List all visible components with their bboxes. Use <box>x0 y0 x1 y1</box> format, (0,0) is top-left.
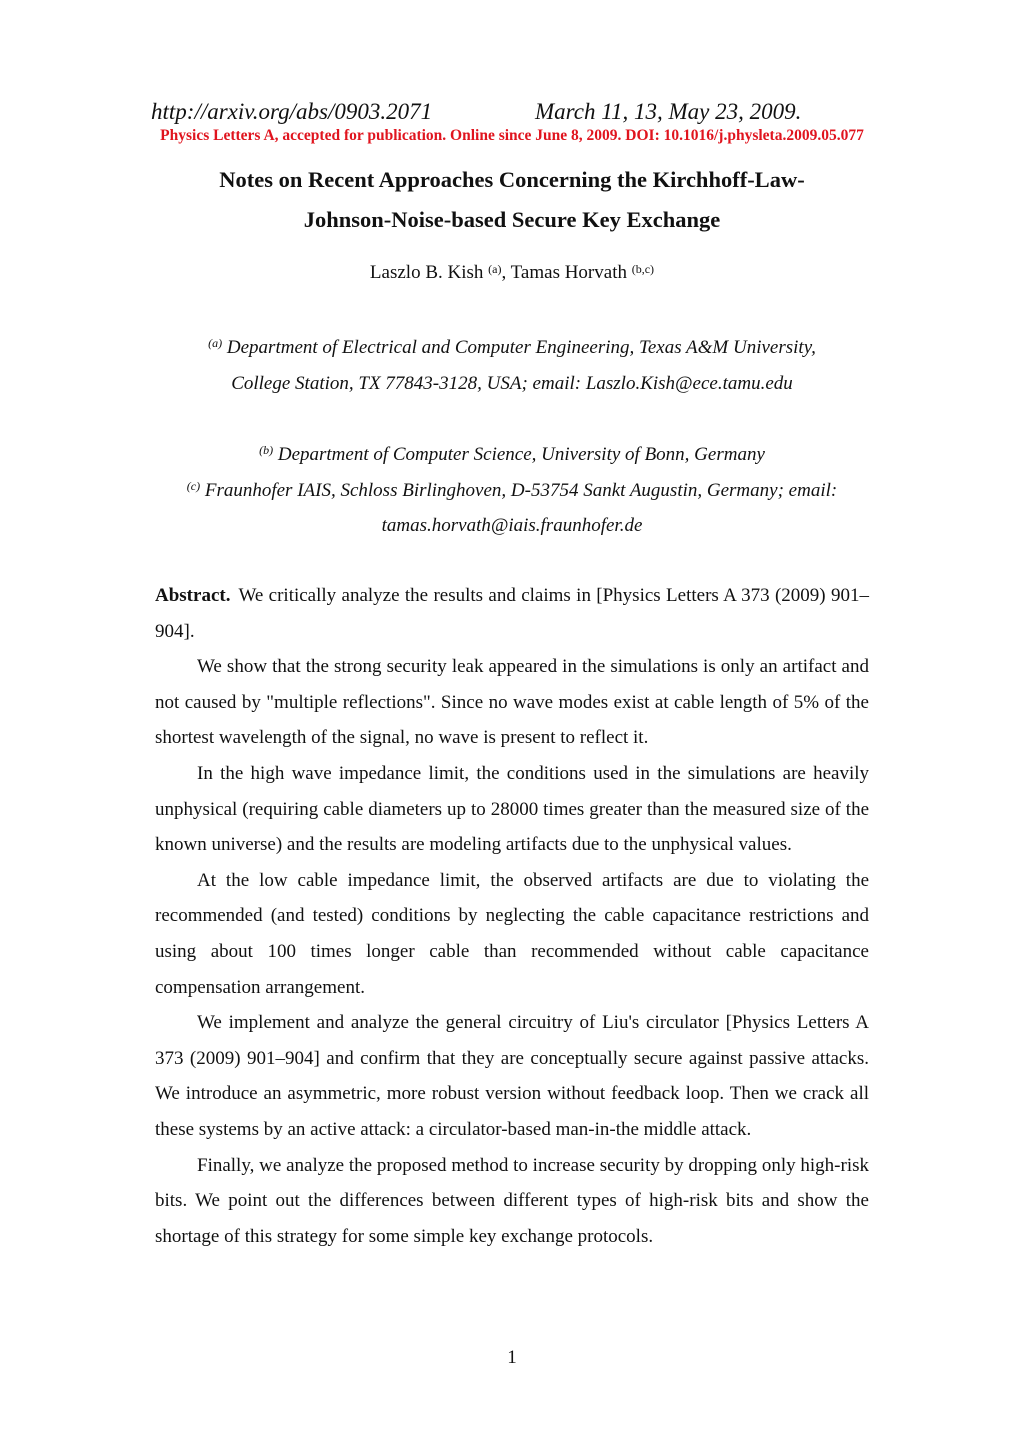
abstract-text: We critically analyze the results and claims in [Physics Letters A 373 (2009) 901–904]. <box>155 585 869 642</box>
abstract-paragraph: At the low cable impedance limit, the observed artifacts are due to violating the recommended (and tested) conditions by neglecting the cable capacitance restrictions and using about 100 times longer cable than recommended without cable capacitance compensation arrangement. <box>155 869 869 998</box>
abstract <box>155 578 869 1254</box>
author-affiliation-marker: (a) <box>488 262 502 276</box>
affiliation-a-line-2: College Station, TX 77843-3128, USA; email: Laszlo.Kish@ece.tamu.edu <box>231 372 793 394</box>
abstract-paragraph <box>155 578 869 649</box>
affiliation-c-line-1 <box>100 473 924 509</box>
affiliation-c-line-2: tamas.horvath@iais.fraunhofer.de <box>381 515 643 536</box>
abstract-paragraph: Finally, we analyze the proposed method to increase security by dropping only high-risk bits. We point out the differences between different types of high-risk bits and show the shortage of this strategy for some simple key exchange protocols. <box>155 1154 869 1247</box>
revision-dates: March 11, 13, May 23, 2009. <box>535 99 802 124</box>
arxiv-url[interactable]: http://arxiv.org/abs/0903.2071 <box>151 99 433 124</box>
affiliation-a <box>100 330 924 401</box>
title-line-2: Johnson-Noise-based Secure Key Exchange <box>303 207 721 232</box>
abstract-paragraph: We implement and analyze the general circuitry of Liu's circulator [Physics Letters A 373 (2009) 901–904] and confirm that they are conceptually secure against passive attacks. We introduce an asymmetric, more robust version without feedback loop. Then we crack all these systems by an active attack: a circulator-based man-in-the middle attack. <box>155 1012 869 1140</box>
affiliation-marker: (b) <box>259 443 274 457</box>
affiliation-bc <box>100 437 924 544</box>
affiliation-marker: (a) <box>208 336 223 350</box>
journal-note: Physics Letters A, accepted for publication. Online since June 8, 2009. DOI: 10.1016/j.physleta.2009.05.077 <box>160 127 864 144</box>
title-line-1: Notes on Recent Approaches Concerning the Kirchhoff-Law- <box>219 167 805 192</box>
abstract-paragraph: We show that the strong security leak appeared in the simulations is only an artifact and not caused by "multiple reflections". Since no wave modes exist at cable length of 5% of the shortest wavelength of the signal, no wave is present to reflect it. <box>155 656 869 749</box>
affiliation-a-line-1 <box>100 330 924 366</box>
affiliation-marker: (c) <box>186 478 201 493</box>
page-number: 1 <box>507 1347 517 1368</box>
author-name: Tamas Horvath <box>510 262 627 283</box>
affiliation-text: Department of Computer Science, University of Bonn, Germany <box>277 444 765 465</box>
abstract-label: Abstract. <box>155 585 231 606</box>
affiliation-b-line-1 <box>100 437 924 473</box>
affiliation-text: Department of Electrical and Computer Engineering, Texas A&M University, <box>226 337 816 358</box>
author-list <box>0 258 1024 288</box>
paper-title <box>100 160 924 240</box>
author-affiliation-marker: (b,c) <box>631 262 655 276</box>
affiliation-text: Fraunhofer IAIS, Schloss Birlinghoven, D-53754 Sankt Augustin, Germany; email: <box>204 479 838 501</box>
abstract-paragraph: In the high wave impedance limit, the conditions used in the simulations are heavily unphysical (requiring cable diameters up to 28000 times greater than the measured size of the known universe) and the results are modeling artifacts due to the unphysical values. <box>155 762 869 856</box>
author-name: Laszlo B. Kish <box>369 262 484 283</box>
author-separator: , <box>501 262 511 283</box>
